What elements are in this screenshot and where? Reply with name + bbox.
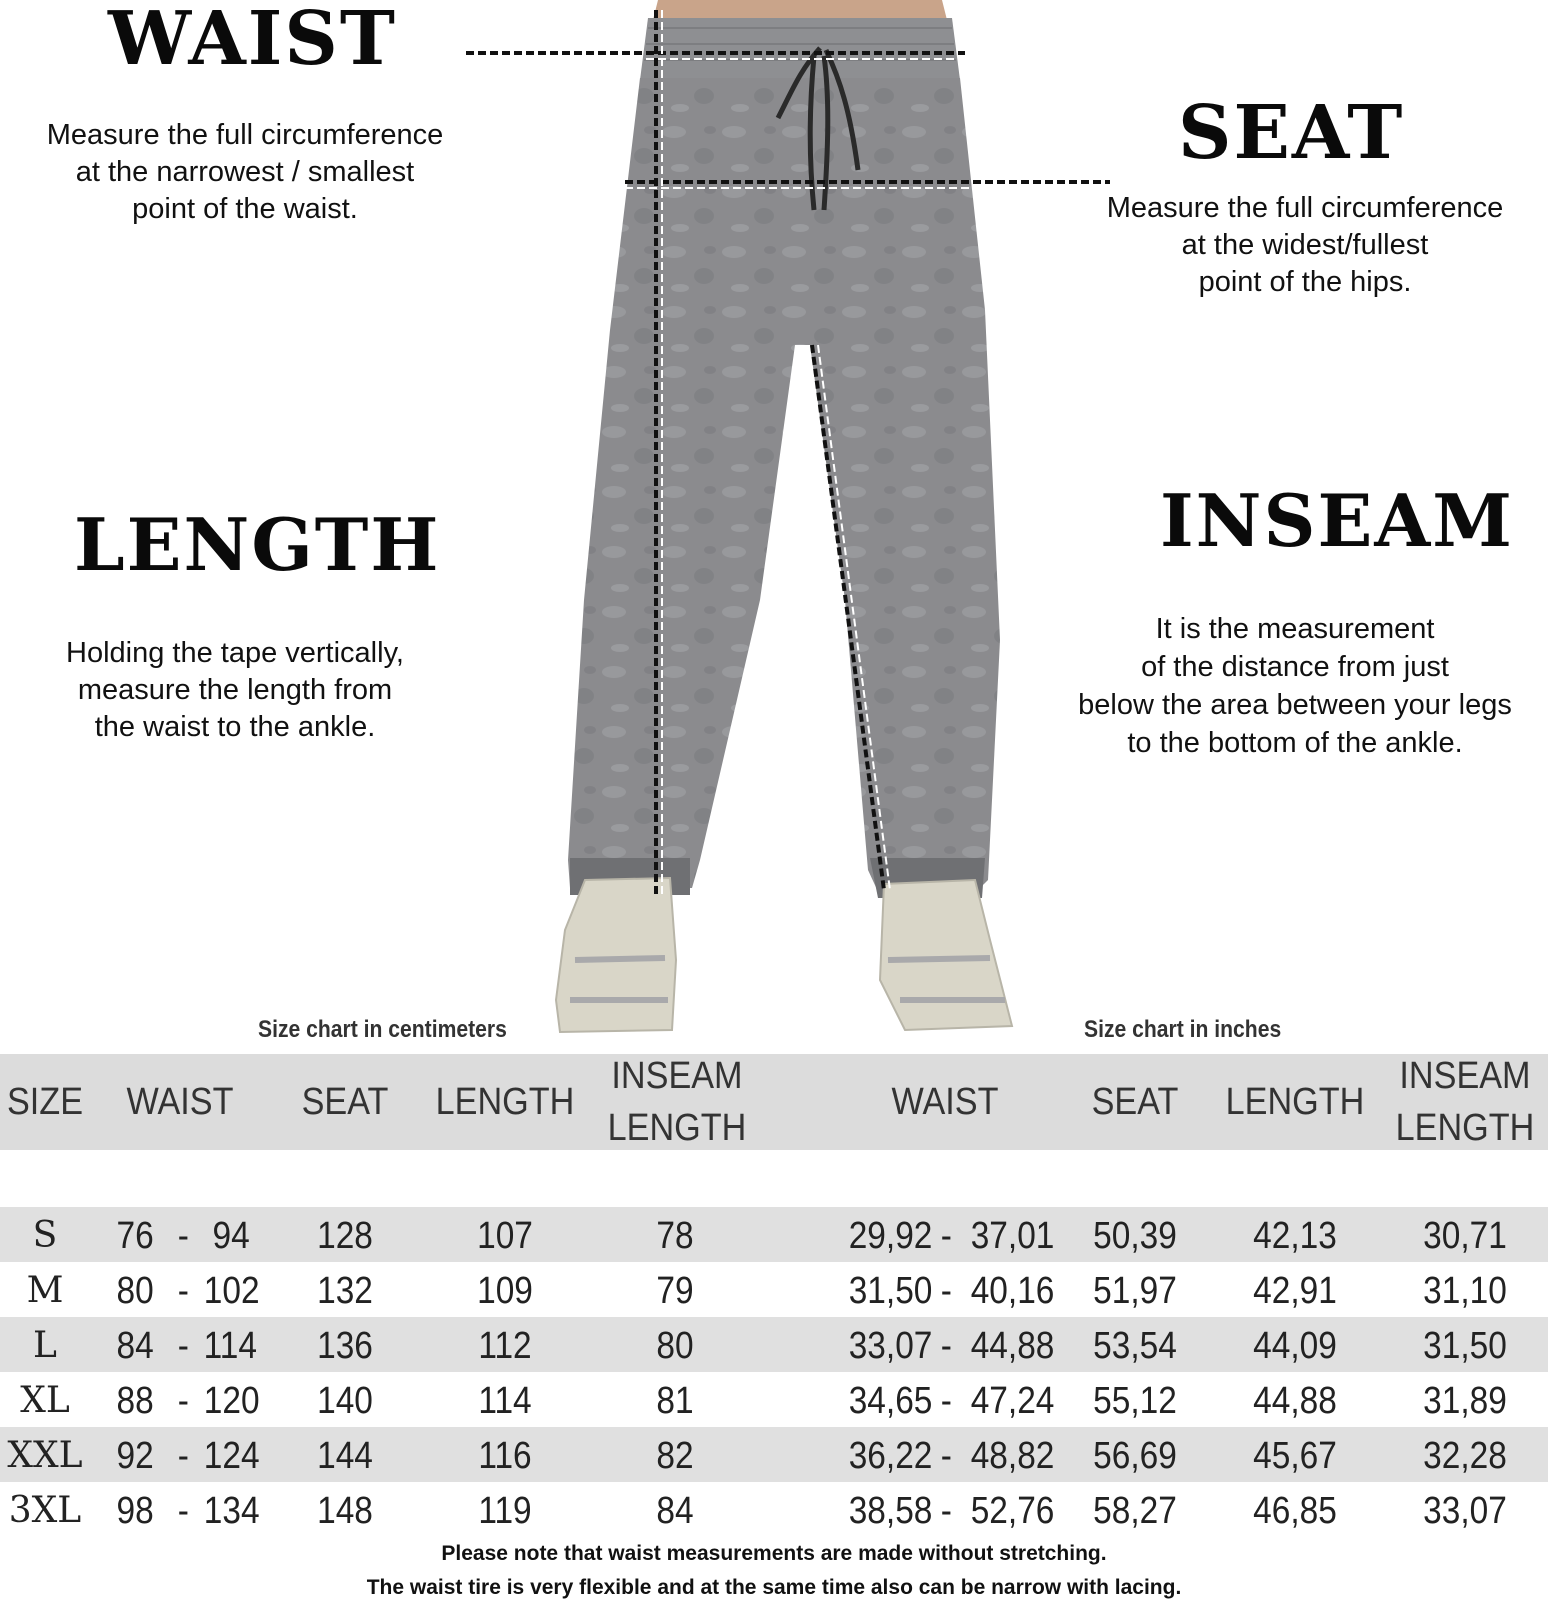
inseam-cm: 79 <box>656 1270 694 1312</box>
seat-inch: 55,12 <box>1093 1380 1177 1422</box>
inseam-inch: 30,71 <box>1423 1215 1507 1257</box>
waist-inch-max: 48,82 <box>970 1435 1055 1477</box>
seat-inch: 53,54 <box>1093 1325 1177 1367</box>
length-cm: 119 <box>478 1490 532 1532</box>
inseam-cm: 82 <box>656 1435 694 1477</box>
waist-inch-sep: - <box>940 1380 952 1422</box>
waist-cm-sep: - <box>177 1380 189 1422</box>
length-cm: 112 <box>478 1325 532 1367</box>
inseam-inch: 32,28 <box>1423 1435 1507 1477</box>
waist-cm-sep: - <box>177 1325 189 1367</box>
size-label: S <box>32 1215 58 1256</box>
table-row <box>0 1372 1548 1427</box>
waist-inch-min: 36,22 <box>848 1435 933 1477</box>
length-inch: 46,85 <box>1253 1490 1337 1532</box>
seat-description: Measure the full circumference at the widest/fullest point of the hips. <box>1106 192 1504 298</box>
waist-inch-max: 52,76 <box>970 1490 1055 1532</box>
table-row <box>0 1262 1548 1317</box>
waist-cm-min: 92 <box>116 1435 154 1477</box>
waist-cm-sep: - <box>177 1435 189 1477</box>
table-row <box>0 1317 1548 1372</box>
size-chart-inch-caption: Size chart in inches <box>1084 1016 1282 1043</box>
pants-body <box>568 78 1000 896</box>
inseam-inch: 31,10 <box>1423 1270 1507 1312</box>
header-length-inch: LENGTH <box>1225 1081 1365 1123</box>
waist-cm-min: 84 <box>116 1325 154 1367</box>
inseam-cm: 84 <box>656 1490 694 1532</box>
size-label: 3XL <box>8 1490 82 1531</box>
header-seat-cm: SEAT <box>301 1081 389 1123</box>
length-inch: 42,13 <box>1253 1215 1337 1257</box>
right-sneaker-icon <box>880 880 1012 1030</box>
seat-cm: 144 <box>317 1435 373 1477</box>
footnote-stretching: Please note that waist measurements are made without stretching. <box>441 1542 1107 1565</box>
seat-cm: 140 <box>317 1380 373 1422</box>
table-row <box>0 1207 1548 1262</box>
size-label: L <box>33 1325 57 1366</box>
seat-inch: 56,69 <box>1093 1435 1177 1477</box>
inseam-inch: 33,07 <box>1423 1490 1507 1532</box>
inseam-cm: 80 <box>656 1325 694 1367</box>
header-inseam-cm: INSEAM LENGTH <box>607 1055 747 1149</box>
size-chart-cm-caption: Size chart in centimeters <box>258 1016 507 1043</box>
waist-inch-min: 34,65 <box>848 1380 933 1422</box>
waist-inch-min: 29,92 <box>848 1215 933 1257</box>
length-heading: LENGTH <box>74 502 441 587</box>
header-size: SIZE <box>6 1081 84 1123</box>
footnote-lacing: The waist tire is very flexible and at the same time also can be narrow with lacing. <box>366 1576 1182 1599</box>
header-waist-cm: WAIST <box>126 1081 234 1123</box>
waist-cm-max: 114 <box>203 1325 257 1367</box>
seat-cm: 128 <box>317 1215 373 1257</box>
waist-inch-sep: - <box>940 1490 952 1532</box>
seat-cm: 148 <box>317 1490 373 1532</box>
waist-inch-sep: - <box>940 1215 952 1257</box>
waist-cm-max: 120 <box>203 1380 260 1422</box>
waist-cm-max: 124 <box>203 1435 260 1477</box>
length-cm: 116 <box>478 1435 532 1477</box>
waist-cm-min: 98 <box>116 1490 154 1532</box>
seat-inch: 51,97 <box>1093 1270 1177 1312</box>
header-length-cm: LENGTH <box>435 1081 575 1123</box>
header-inseam-inch: INSEAM LENGTH <box>1395 1055 1535 1149</box>
waist-cm-min: 80 <box>116 1270 154 1312</box>
waist-description: Measure the full circumference at the narrowest / smallest point of the waist. <box>46 119 444 225</box>
waist-inch-sep: - <box>940 1435 952 1477</box>
table-row <box>0 1482 1548 1537</box>
length-cm: 114 <box>478 1380 532 1422</box>
inseam-inch: 31,89 <box>1423 1380 1507 1422</box>
waist-cm-max: 134 <box>203 1490 260 1532</box>
seat-cm: 132 <box>317 1270 373 1312</box>
waist-inch-max: 37,01 <box>970 1215 1055 1257</box>
length-cm: 107 <box>477 1215 533 1257</box>
seat-inch: 50,39 <box>1093 1215 1177 1257</box>
waist-inch-max: 47,24 <box>970 1380 1055 1422</box>
inseam-heading: INSEAM <box>1160 478 1514 563</box>
waist-cm-sep: - <box>177 1215 189 1257</box>
length-inch: 44,88 <box>1253 1380 1337 1422</box>
waist-cm-sep: - <box>177 1490 189 1532</box>
size-label: XXL <box>7 1435 83 1476</box>
inseam-cm: 81 <box>656 1380 694 1422</box>
size-label: M <box>26 1270 64 1311</box>
waist-cm-min: 88 <box>116 1380 154 1422</box>
table-row <box>0 1427 1548 1482</box>
length-inch: 45,67 <box>1253 1435 1337 1477</box>
waist-cm-sep: - <box>177 1270 189 1312</box>
length-inch: 44,09 <box>1253 1325 1337 1367</box>
length-inch: 42,91 <box>1253 1270 1337 1312</box>
waist-inch-min: 31,50 <box>848 1270 933 1312</box>
length-cm: 109 <box>477 1270 533 1312</box>
waist-inch-min: 38,58 <box>848 1490 933 1532</box>
seat-inch: 58,27 <box>1093 1490 1177 1532</box>
seat-cm: 136 <box>317 1325 373 1367</box>
waist-cm-min: 76 <box>116 1215 154 1257</box>
waist-cm-max: 94 <box>212 1215 250 1257</box>
size-label: XL <box>20 1380 70 1421</box>
waist-inch-sep: - <box>940 1325 952 1367</box>
waist-cm-max: 102 <box>203 1270 260 1312</box>
seat-heading: SEAT <box>1178 90 1405 176</box>
header-seat-inch: SEAT <box>1091 1081 1179 1123</box>
left-sneaker-icon <box>556 878 676 1032</box>
waist-inch-max: 40,16 <box>970 1270 1055 1312</box>
waist-heading: WAIST <box>108 0 397 82</box>
waist-inch-max: 44,88 <box>970 1325 1055 1367</box>
inseam-description: It is the measurement of the distance from just below the area between your legs to the bottom of the ankle. <box>1078 613 1512 759</box>
inseam-cm: 78 <box>656 1215 694 1257</box>
length-description: Holding the tape vertically, measure the length from the waist to the ankle. <box>66 637 404 743</box>
header-waist-inch: WAIST <box>891 1081 999 1123</box>
waist-inch-min: 33,07 <box>848 1325 933 1367</box>
waist-inch-sep: - <box>940 1270 952 1312</box>
inseam-inch: 31,50 <box>1423 1325 1507 1367</box>
